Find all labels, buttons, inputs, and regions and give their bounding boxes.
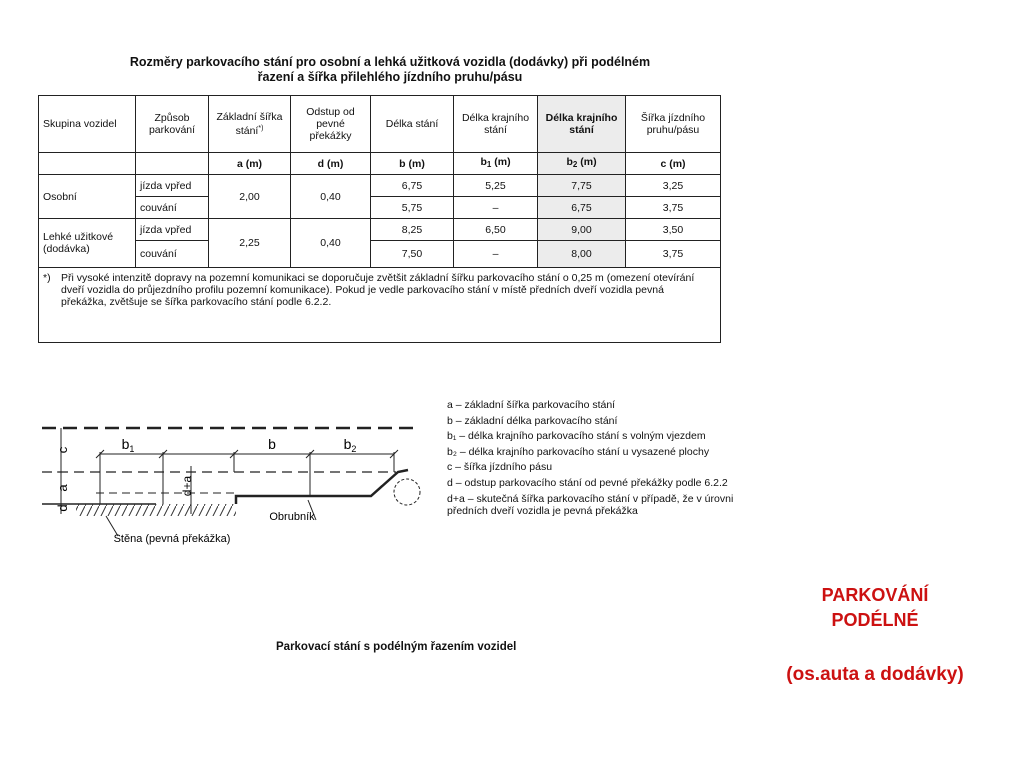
b2-value-cell: 8,00	[538, 241, 626, 268]
note-mark: *)	[43, 272, 51, 284]
label-c: c	[55, 446, 70, 454]
table-row	[39, 175, 721, 197]
b-value-cell: 7,50	[371, 241, 454, 268]
group-name-osobni: Osobní	[39, 175, 136, 219]
b2-value-cell: 7,75	[538, 175, 626, 197]
unit-b1-unit: (m)	[491, 156, 511, 168]
a-value-cell: 2,25	[209, 219, 291, 268]
table-row	[39, 241, 721, 268]
table-row	[39, 197, 721, 219]
b-value-cell: 6,75	[371, 175, 454, 197]
unit-b1	[454, 153, 538, 175]
table-row	[39, 219, 721, 241]
method-cell: couvání	[136, 197, 209, 219]
header-edge-length2: Délka krajního stání	[538, 96, 626, 153]
diagram-legend	[447, 399, 737, 521]
b-value-cell: 8,25	[371, 219, 454, 241]
header-length: Délka stání	[371, 96, 454, 153]
legend-item-b2: b₂ – délka krajního parkovacího stání u vysazené plochy	[447, 445, 710, 458]
side-subtitle: (os.auta a dodávky)	[786, 664, 964, 685]
b1-value-cell: –	[454, 197, 538, 219]
note-text: Při vysoké intenzitě dopravy na pozemní komunikaci se doporučuje zvětšit základní šířku parkovacího stání o 0,25 m (omezení otevírání dveří vozidla do průjezdního profilu pozemní komunikace). Pokud je vedle parkovacího stání v místě předních dveří vozidla pevná překážka, zvětšuje se šířka parkovacího stání podle 6.2.2.	[61, 272, 695, 308]
table-title	[40, 55, 740, 85]
label-d-plus-a: d+a	[180, 475, 194, 497]
legend-item-a: a – základní šířka parkovacího stání	[447, 399, 616, 411]
header-edge-length: Délka krajního stání	[454, 96, 538, 153]
label-stena: Stěna (pevná překážka)	[113, 533, 231, 545]
b1-value-cell: –	[454, 241, 538, 268]
header-lane: Šířka jízdního pruhu/pásu	[626, 96, 721, 153]
d-value-cell: 0,40	[291, 175, 371, 219]
method-cell: couvání	[136, 241, 209, 268]
legend-item-d: d – odstup parkovacího stání od pevné překážky podle 6.2.2	[447, 476, 728, 489]
units-empty-2	[136, 153, 209, 175]
label-d: d	[55, 504, 70, 512]
header-method: Způsob parkování	[136, 96, 209, 153]
c-value-cell: 3,50	[626, 219, 721, 241]
legend-item-b: b – základní délka parkovacího stání	[447, 414, 618, 427]
table-note	[39, 268, 721, 343]
d-value-cell: 0,40	[291, 219, 371, 268]
units-row	[39, 153, 721, 175]
c-value-cell: 3,25	[626, 175, 721, 197]
unit-b2	[538, 153, 626, 175]
b2-value-cell: 9,00	[538, 219, 626, 241]
header-width-text: Základní šířka stání	[216, 111, 283, 137]
legend-item-c: c – šířka jízdního pásu	[447, 461, 553, 474]
c-value-cell: 3,75	[626, 197, 721, 219]
label-b2	[344, 436, 357, 454]
tree-icon	[394, 479, 420, 505]
label-a: a	[55, 484, 70, 492]
b1-value-cell: 5,25	[454, 175, 538, 197]
unit-a: a (m)	[209, 153, 291, 175]
side-title	[770, 583, 980, 633]
method-cell: jízda vpřed	[136, 219, 209, 241]
unit-b1-sub: 1	[486, 160, 492, 169]
unit-b2-base: b	[566, 156, 573, 168]
a-value-cell: 2,00	[209, 175, 291, 219]
table-title-line2: řazení a šířka přilehlého jízdního pruhu/pásu	[257, 70, 523, 84]
side-title-line2: PODÉLNÉ	[831, 610, 919, 630]
unit-b1-base: b	[480, 156, 487, 168]
method-cell: jízda vpřed	[136, 175, 209, 197]
label-b: b	[268, 436, 276, 452]
unit-c: c (m)	[626, 153, 721, 175]
c-value-cell: 3,75	[626, 241, 721, 268]
label-b1-base: b	[121, 436, 130, 452]
header-offset: Odstup od pevné překážky	[291, 96, 371, 153]
diagram-caption: Parkovací stání s podélným řazením vozidel	[276, 641, 517, 653]
table-title-line1: Rozměry parkovacího stání pro osobní a lehká užitková vozidla (dodávky) při podélném	[129, 55, 651, 69]
parking-diagram	[36, 408, 436, 548]
unit-d: d (m)	[291, 153, 371, 175]
wall-hatch	[76, 504, 236, 516]
parking-dimensions-table	[38, 95, 721, 343]
header-group: Skupina vozidel	[39, 96, 136, 153]
unit-b2-unit: (m)	[577, 156, 597, 168]
b-value-cell: 5,75	[371, 197, 454, 219]
group-name-lehke: Lehké užitkové (dodávka)	[39, 219, 136, 268]
b2-value-cell: 6,75	[538, 197, 626, 219]
curb-line	[236, 470, 408, 504]
label-b2-base: b	[343, 436, 352, 452]
b1-value-cell: 6,50	[454, 219, 538, 241]
units-empty-1	[39, 153, 136, 175]
label-b1	[122, 436, 135, 454]
legend-item-b1: b₁ – délka krajního parkovacího stání s volným vjezdem	[447, 430, 706, 443]
legend-item-da: d+a – skutečná šířka parkovacího stání v případě, že v úrovni předních dveří vozidla je pevná překážka	[447, 492, 734, 518]
header-width	[209, 96, 291, 153]
label-b1-sub: 1	[129, 444, 135, 454]
header-width-mark: *)	[258, 125, 264, 132]
header-row	[39, 96, 721, 153]
label-b2-sub: 2	[351, 444, 357, 454]
unit-b: b (m)	[371, 153, 454, 175]
label-obrubnik: Obrubník	[269, 511, 315, 523]
note-row	[39, 268, 721, 343]
side-title-line1: PARKOVÁNÍ	[821, 585, 929, 605]
unit-b2-sub: 2	[572, 160, 578, 169]
